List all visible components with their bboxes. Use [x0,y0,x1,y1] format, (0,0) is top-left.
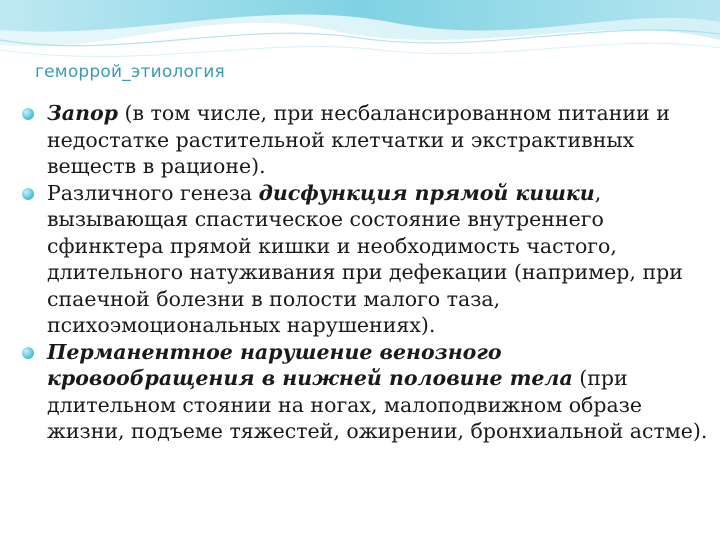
bullet-list [20,100,710,445]
header-wave-decoration [0,0,720,100]
bullet-icon [22,188,34,200]
bullet-emphasis: Перманентное нарушение венозного кровообращения в нижней половине тела [47,339,573,390]
bullet-emphasis: дисфункция прямой кишки [258,180,595,205]
bullet-item [20,180,710,339]
slide-title: геморрой_этиология [35,62,225,82]
bullet-emphasis: Запор [47,101,118,125]
bullet-icon [22,347,34,359]
bullet-item [20,100,710,180]
bullet-item [20,339,710,445]
bullet-text: , вызывающая спастическое состояние внутреннего сфинктера прямой кишки и необходимость частого, длительного натуживания при дефекации (например, при спаечной болезни в полости малого таза, психоэмоциональных нарушениях). [47,180,683,337]
bullet-text: Различного генеза [47,180,259,205]
bullet-icon [22,108,34,120]
bullet-text: (в том числе, при несбалансированном питании и недостатке растительной клетчатки и экстрактивных веществ в рационе). [47,101,670,178]
bullet-text: (при длительном стоянии на ногах, малоподвижном образе жизни, подъеме тяжестей, ожирении, бронхиальной астме). [47,366,708,443]
